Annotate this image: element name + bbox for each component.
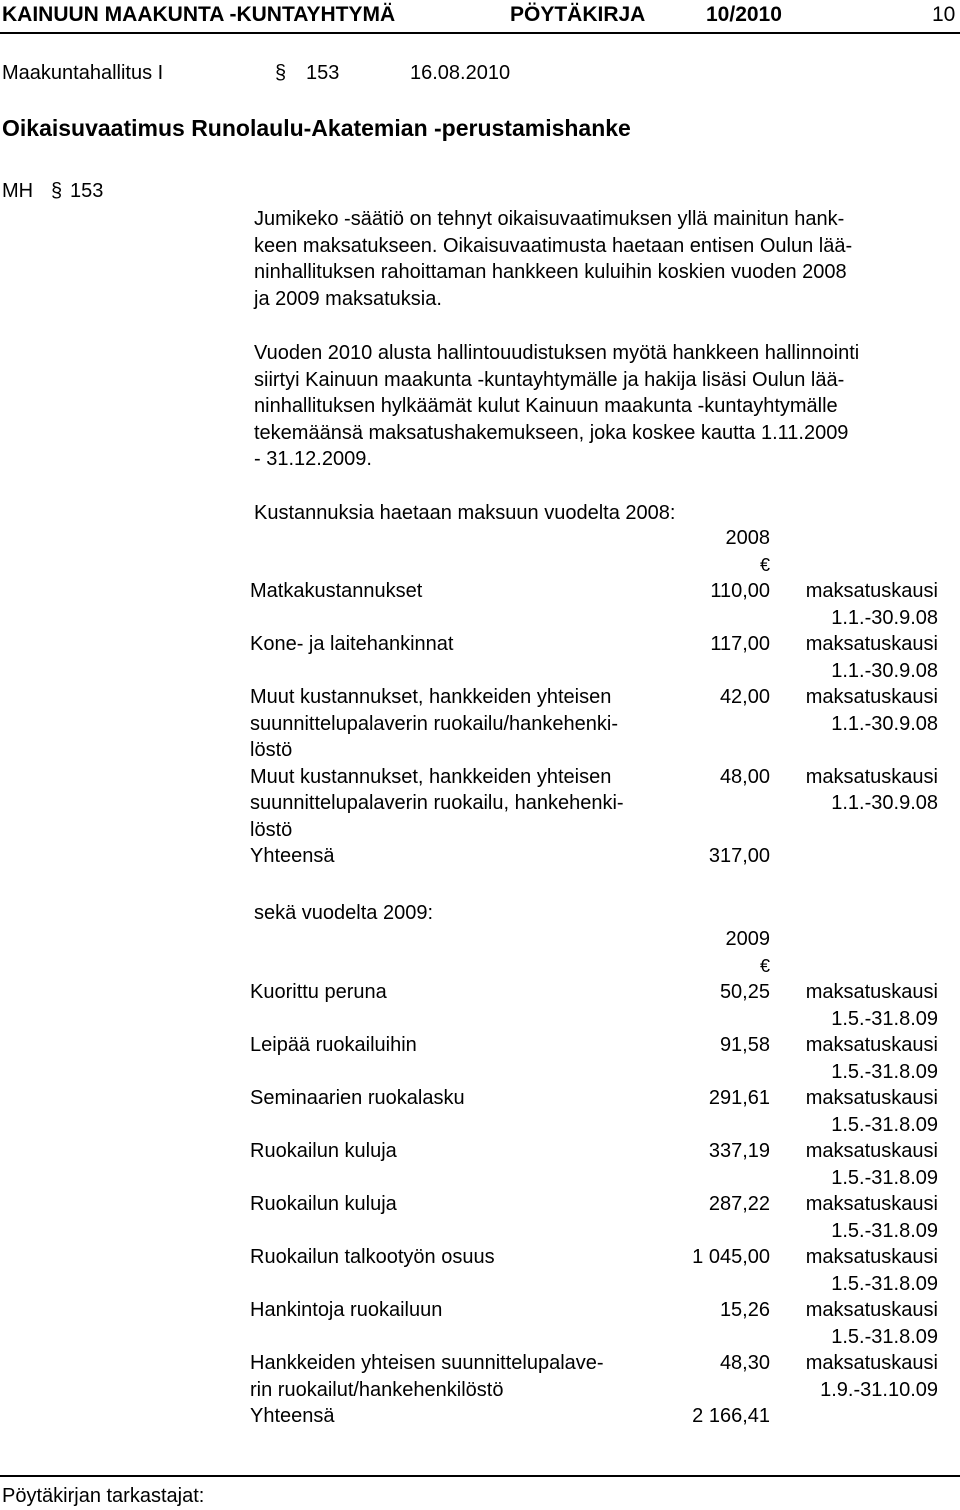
paragraph-1 (254, 206, 960, 312)
cost-amount: 91,58 (719, 1034, 770, 1056)
costs-2008-table (250, 525, 960, 870)
cost-period: maksatuskausi 1.1.-30.9.08 (805, 580, 938, 629)
cost-row (250, 1085, 960, 1138)
cost-row (250, 578, 960, 631)
paragraph-line: Jumikeko -säätiö on tehnyt oikaisuvaatimuksen yllä mainitun hank- (254, 208, 845, 230)
cost-label: Hankkeiden yhteisen suunnittelupalave- rin ruokailut/hankehenkilöstö (250, 1352, 604, 1401)
footer-label: Pöytäkirjan tarkastajat: (2, 1485, 205, 1507)
total-amount: 317,00 (708, 845, 770, 867)
cost-label: Ruokailun kuluja (250, 1140, 397, 1162)
cost-period: maksatuskausi 1.5.-31.8.09 (805, 1193, 938, 1242)
cost-label: Ruokailun talkootyön osuus (250, 1246, 495, 1268)
cost-amount: 48,30 (719, 1352, 770, 1374)
costs-2009-table (250, 926, 960, 1430)
footer-rule (0, 1475, 960, 1477)
cost-period: maksatuskausi 1.1.-30.9.08 (805, 686, 938, 735)
cost-period: maksatuskausi 1.9.-31.10.09 (805, 1352, 938, 1401)
cost-period: maksatuskausi 1.5.-31.8.09 (805, 1246, 938, 1295)
euro-icon: € (759, 955, 770, 976)
cost-row (250, 684, 960, 764)
cost-label: Muut kustannukset, hankkeiden yhteisen suunnittelupalaverin ruokailu/hankehenki- löstö (250, 686, 619, 761)
page-title: Oikaisuvaatimus Runolaulu-Akatemian -perustamishanke (2, 115, 631, 141)
cost-row (250, 1032, 960, 1085)
paragraph-line: ja 2009 maksatuksia. (254, 287, 442, 310)
section-number: 153 (306, 62, 340, 84)
cost-label: Kone- ja laitehankinnat (250, 633, 454, 655)
cost-amount: 48,00 (719, 765, 770, 788)
total-label: Yhteensä (250, 1405, 335, 1427)
section-mark: § (275, 62, 287, 84)
cost-period: maksatuskausi 1.5.-31.8.09 (805, 981, 938, 1030)
cost-label: Leipää ruokailuihin (250, 1034, 417, 1056)
cost-amount: 15,26 (719, 1299, 770, 1321)
cost-row (250, 1138, 960, 1191)
cost-row (250, 1191, 960, 1244)
paragraph-line: keen maksatukseen. Oikaisuvaatimusta haetaan entisen Oulun lää- (254, 234, 853, 257)
paragraph-line: tekemäänsä maksatushakemukseen, joka koskee kautta 1.11.2009 (254, 421, 849, 444)
cost-label: Muut kustannukset, hankkeiden yhteisen suunnittelupalaverin ruokailu, hankehenki- löstö (250, 765, 624, 841)
costs-2008-intro: Kustannuksia haetaan maksuun vuodelta 2008: (254, 502, 676, 524)
cost-row (250, 1244, 960, 1297)
total-label: Yhteensä (250, 845, 335, 867)
cost-amount: 1 045,00 (692, 1246, 770, 1268)
cost-row (250, 764, 960, 844)
mh-label: MH (2, 180, 34, 202)
total-row (250, 1403, 960, 1430)
year-heading (250, 525, 960, 552)
paragraph-line: - 31.12.2009. (254, 448, 372, 470)
paragraph-line: siirtyi Kainuun maakunta -kuntayhtymälle ja hakija lisäsi Oulun lää- (254, 368, 845, 391)
cost-period: maksatuskausi 1.5.-31.8.09 (805, 1299, 938, 1348)
meeting-body: Maakuntahallitus I (2, 62, 164, 84)
cost-row (250, 979, 960, 1032)
paragraph-2 (254, 340, 960, 473)
paragraph-line: ninhallituksen hylkäämät kulut Kainuun maakunta -kuntayhtymälle (254, 395, 838, 417)
cost-amount: 337,19 (708, 1140, 770, 1162)
cost-amount: 291,61 (708, 1087, 770, 1109)
mh-section-mark: § (51, 180, 63, 202)
year-heading-text: 2009 (725, 928, 770, 950)
cost-label: Hankintoja ruokailuun (250, 1299, 443, 1321)
cost-label: Kuorittu peruna (250, 981, 387, 1003)
paragraph-line: Vuoden 2010 alusta hallintouudistuksen myötä hankkeen hallinnointi (254, 342, 860, 364)
cost-row (250, 631, 960, 684)
currency-heading (250, 552, 960, 579)
cost-period: maksatuskausi 1.1.-30.9.08 (805, 765, 938, 814)
cost-amount: 50,25 (719, 981, 770, 1003)
total-amount: 2 166,41 (692, 1405, 770, 1427)
meeting-date: 16.08.2010 (410, 62, 511, 84)
cost-period: maksatuskausi 1.5.-31.8.09 (805, 1140, 938, 1189)
cost-label: Ruokailun kuluja (250, 1193, 397, 1215)
cost-period: maksatuskausi 1.5.-31.8.09 (805, 1034, 938, 1083)
cost-period: maksatuskausi 1.5.-31.8.09 (805, 1087, 938, 1136)
mh-number: 153 (70, 180, 104, 202)
cost-period: maksatuskausi 1.1.-30.9.08 (805, 633, 938, 682)
paragraph-line: ninhallituksen rahoittaman hankkeen kuluihin koskien vuoden 2008 (254, 261, 847, 283)
costs-2009-intro: sekä vuodelta 2009: (254, 902, 434, 924)
cost-label: Matkakustannukset (250, 580, 423, 602)
cost-amount: 287,22 (708, 1193, 770, 1215)
cost-row (250, 1297, 960, 1350)
organization-name: KAINUUN MAAKUNTA -KUNTAYHTYMÄ (2, 3, 396, 26)
page-number: 10 (932, 3, 956, 26)
year-heading (250, 926, 960, 953)
cost-label: Seminaarien ruokalasku (250, 1087, 465, 1109)
total-row (250, 843, 960, 870)
cost-amount: 117,00 (710, 633, 770, 655)
document-type: PÖYTÄKIRJA (510, 3, 646, 26)
currency-heading (250, 953, 960, 980)
header-rule (0, 32, 960, 34)
year-heading-text: 2008 (725, 527, 770, 549)
euro-icon: € (759, 554, 770, 575)
cost-row (250, 1350, 960, 1403)
document-number: 10/2010 (706, 3, 782, 26)
cost-amount: 42,00 (719, 686, 770, 708)
cost-amount: 110,00 (710, 580, 770, 602)
